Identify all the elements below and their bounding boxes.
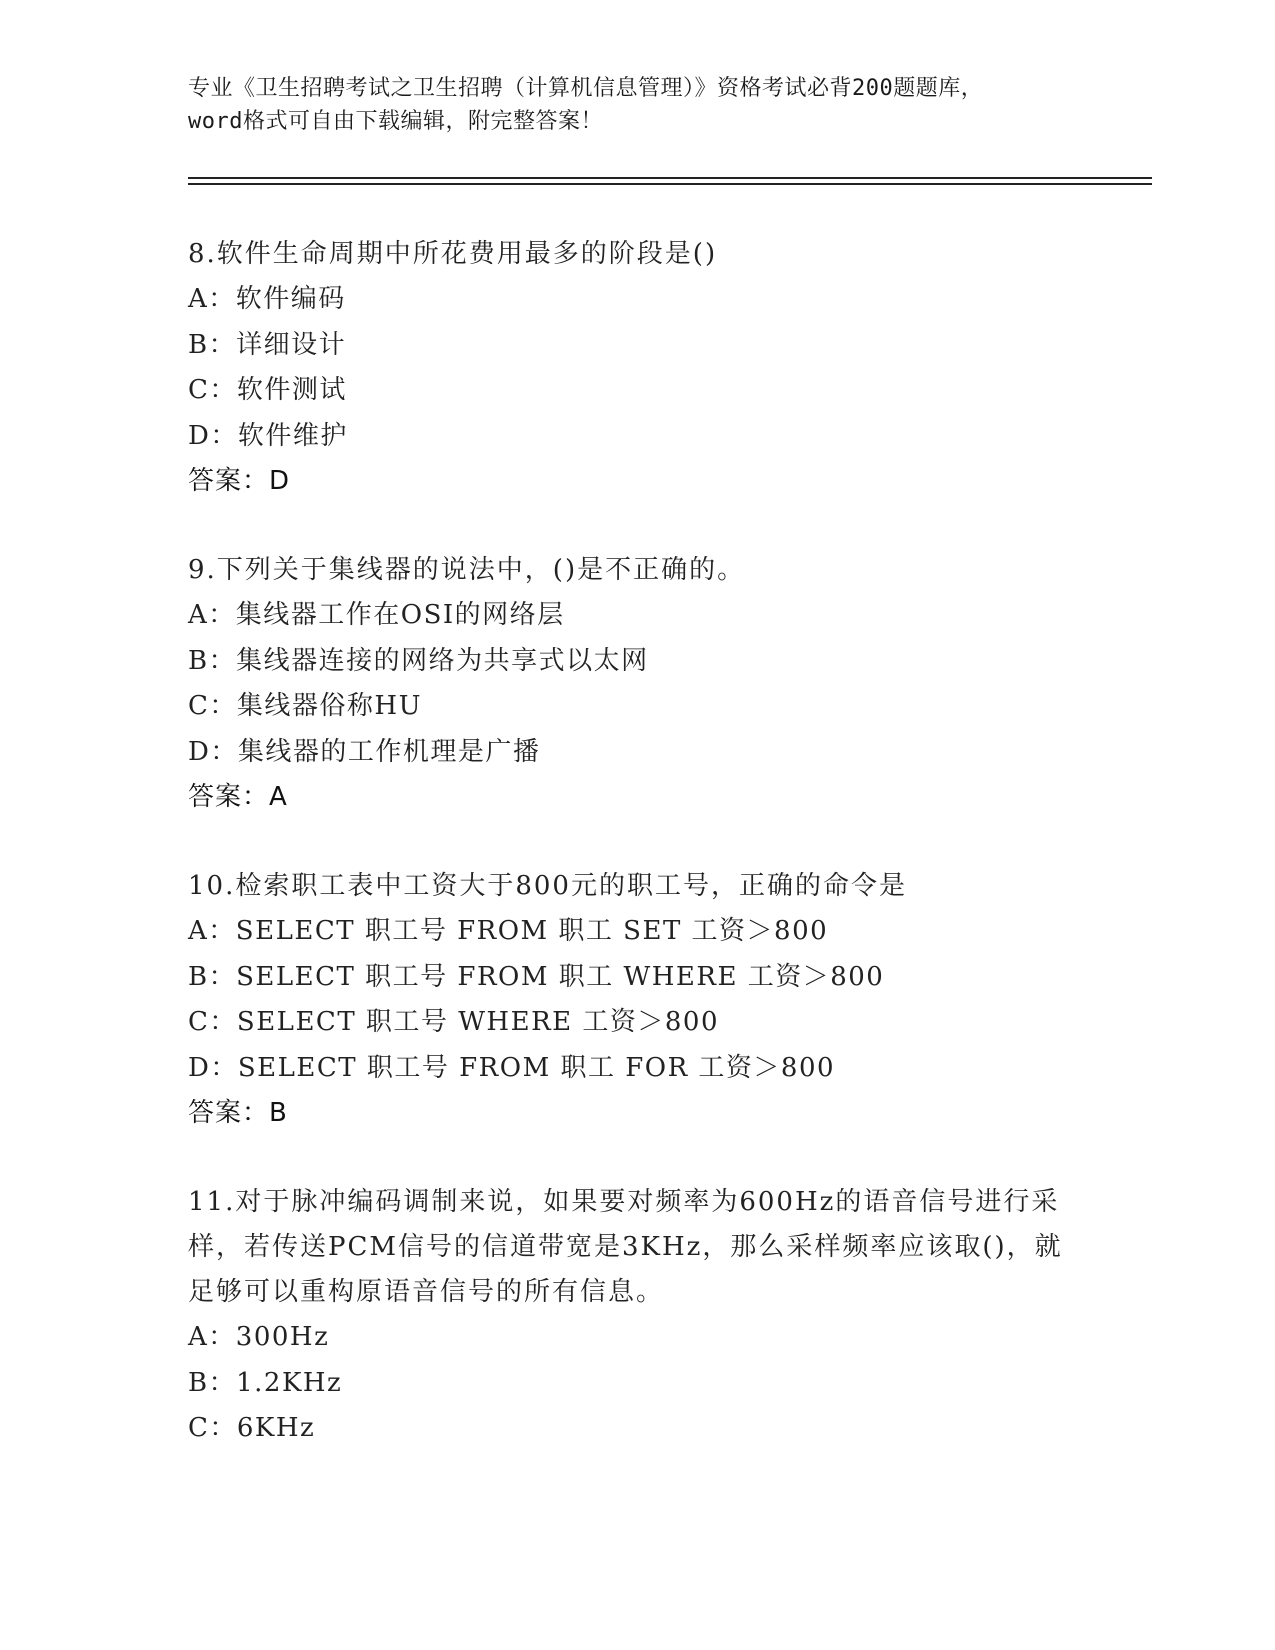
option-b: B：详细设计: [188, 329, 347, 360]
option-b: B：1.2KHz: [188, 1367, 343, 1398]
option-b: B：SELECT 职工号 FROM 职工 WHERE 工资＞800: [188, 961, 885, 992]
question-8: [188, 232, 1088, 504]
question-stem-line-2: 样，若传送PCM信号的信道带宽是3KHz，那么采样频率应该取()，就: [188, 1232, 1063, 1262]
question-stem: 8.软件生命周期中所花费用最多的阶段是(): [188, 239, 718, 269]
option-c: C：软件测试: [188, 375, 347, 405]
question-stem-line-1: 11.对于脉冲编码调制来说，如果要对频率为600Hz的语音信号进行采: [188, 1187, 1060, 1217]
header-line-1: 专业《卫生招聘考试之卫生招聘（计算机信息管理）》资格考试必背200题题库，: [188, 76, 984, 101]
header-line-2: word格式可自由下载编辑，附完整答案！: [188, 109, 603, 134]
option-b: B：集线器连接的网络为共享式以太网: [188, 645, 649, 676]
question-11: [188, 1180, 1088, 1452]
header-divider-top: [188, 177, 1152, 179]
document-header: [188, 72, 1068, 138]
question-stem-line-3: 足够可以重构原语音信号的所有信息。: [188, 1277, 665, 1307]
option-d: D：SELECT 职工号 FROM 职工 FOR 工资＞800: [188, 1052, 836, 1083]
option-a: A：集线器工作在OSI的网络层: [188, 600, 565, 630]
option-a: A：300Hz: [188, 1322, 330, 1352]
option-a: A：软件编码: [188, 284, 346, 314]
header-divider-bottom: [188, 183, 1152, 185]
question-stem: 9.下列关于集线器的说法中，()是不正确的。: [188, 555, 746, 585]
answer-line: 答案：D: [188, 466, 291, 496]
question-10: [188, 864, 1088, 1136]
question-9: [188, 548, 1088, 820]
option-c: C：SELECT 职工号 WHERE 工资＞800: [188, 1007, 720, 1037]
question-list: [188, 232, 1088, 1496]
option-a: A：SELECT 职工号 FROM 职工 SET 工资＞800: [188, 916, 829, 946]
answer-line: 答案：A: [188, 782, 288, 812]
option-d: D：集线器的工作机理是广播: [188, 736, 541, 767]
question-stem: 10.检索职工表中工资大于800元的职工号，正确的命令是: [188, 871, 907, 901]
answer-line: 答案：B: [188, 1098, 288, 1128]
option-c: C：集线器俗称HU: [188, 691, 422, 721]
option-c: C：6KHz: [188, 1413, 316, 1443]
option-d: D：软件维护: [188, 420, 348, 451]
